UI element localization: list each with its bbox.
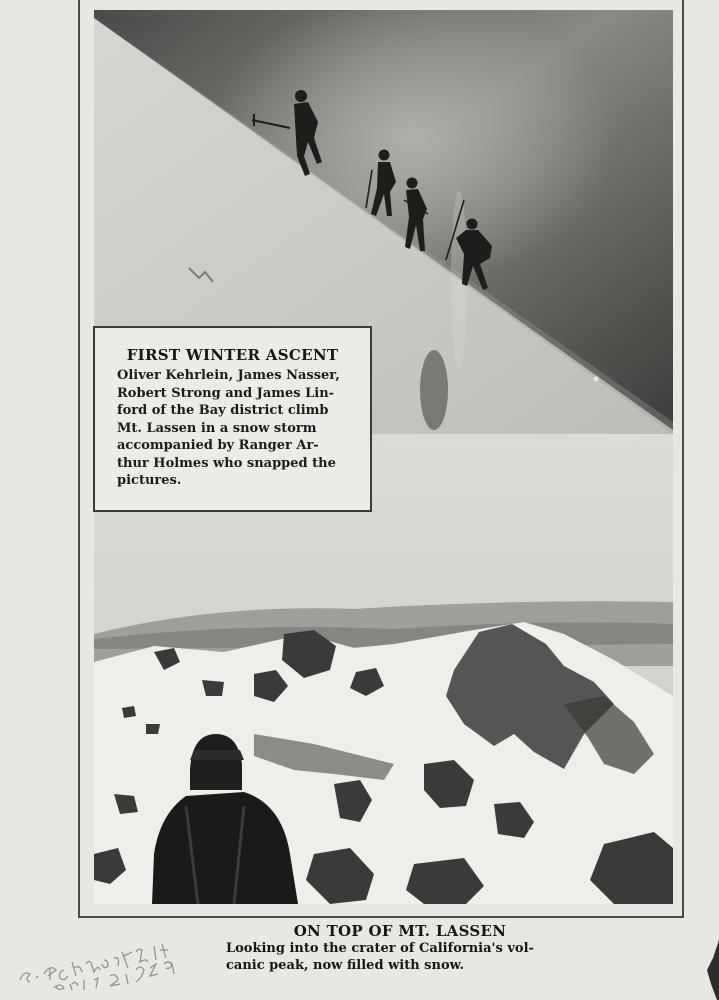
paper-edge-mark: [703, 940, 719, 1000]
caption-line: Robert Strong and James Lin-: [117, 385, 335, 401]
caption-line: Looking into the crater of California's vol-: [226, 941, 534, 956]
caption-line: thur Holmes who snapped the: [117, 455, 336, 471]
caption-title: ON TOP OF MT. LASSEN: [293, 922, 507, 940]
caption-line: pictures.: [117, 473, 182, 488]
first-winter-ascent-caption: [93, 326, 372, 512]
caption-body: [200, 940, 600, 974]
handwritten-source-note: [14, 930, 214, 990]
caption-line: Mt. Lassen in a snow storm: [117, 420, 317, 436]
caption-line: canic peak, now filled with snow.: [226, 958, 465, 973]
caption-line: Oliver Kehrlein, James Nasser,: [117, 368, 340, 383]
mt-lassen-caption: [200, 922, 600, 974]
caption-body: [117, 367, 348, 490]
caption-line: accompanied by Ranger Ar-: [117, 438, 319, 453]
caption-line: ford of the Bay district climb: [117, 403, 329, 418]
caption-title: FIRST WINTER ASCENT: [126, 346, 339, 364]
